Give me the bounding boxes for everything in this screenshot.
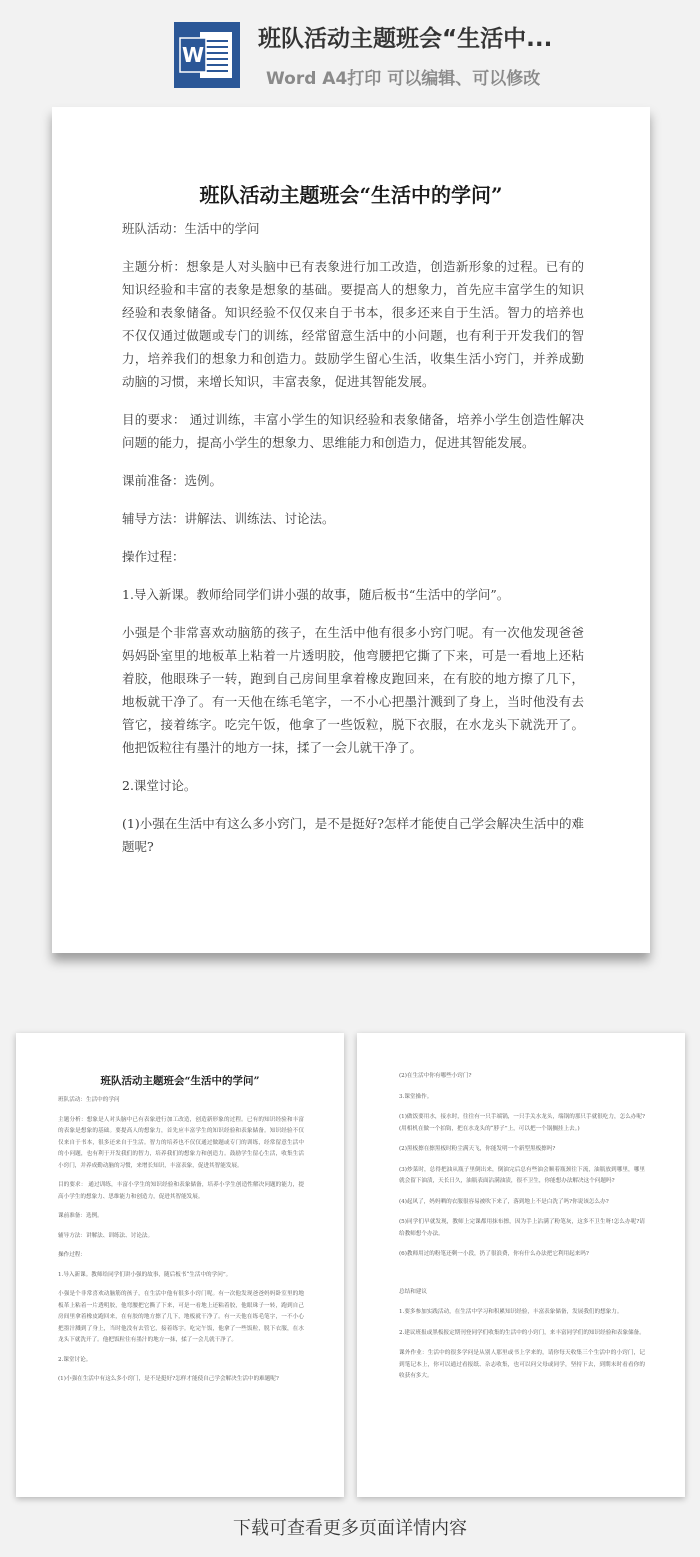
paragraph: 小强是个非常喜欢动脑筋的孩子，在生活中他有很多小窍门呢。有一次他发现爸爸妈妈卧室里的地板革上粘着一片透明胶，他弯腰把它撕了下来，可是一看地上还粘着胶，他眼珠子一转，跑到自己房间里拿着橡皮跑回来，在有胶的地方擦了几下，地板就干净了。有一天他在练毛笔字，一不小心把墨汁溅到了身上，当时他没有去管它，接着练字。吃完午饭，他拿了一些饭粒，脱下衣服，在水龙头下就洗开了。他把饭粒往有墨汁的地方一抹，揉了一会儿就干净了。	[122, 625, 584, 755]
document-title: 班队活动主题班会“生活中...	[258, 26, 553, 52]
thumbnail-body	[58, 1095, 304, 1386]
word-icon-letter: W	[181, 43, 205, 67]
paragraph: 操作过程：	[122, 549, 185, 564]
page-thumbnail-1[interactable]	[16, 1033, 344, 1497]
paragraph: 主题分析：想象是人对头脑中已有表象进行加工改造，创造新形象的过程。已有的知识经验和丰富的表象是想象的基础。要提高人的想象力，首先应丰富学生的知识经验和表象储备。知识经验不仅仅来自于书本，很多还来自于生活。智力的培养也不仅仅通过做题或专门的训练，经常留意生活中的小问题，也有利于开发我们的智力，培养我们的想象力和创造力。鼓励学生留心生活，收集生活小窍门，并养成勤动脑的习惯，来增长知识，丰富表象，促进其智能发展。	[122, 259, 584, 389]
page-body	[122, 217, 584, 858]
paragraph: (2)在生活中你有哪些小窍门?	[399, 1073, 472, 1079]
header	[0, 0, 700, 100]
paragraph: (6)教师用过的粉笔还剩一小段，扔了很浪费，你有什么办法把它利用起来吗?	[399, 1251, 589, 1257]
document-page-preview	[52, 107, 650, 953]
paragraph: 班队活动：生活中的学问	[58, 1097, 120, 1103]
section-heading: 总结和建议	[399, 1288, 427, 1295]
paragraph: (4)起风了，妈妈晒的衣服很容易被吹下来了，落到地上不是白洗了吗?你说该怎么办?	[399, 1198, 609, 1205]
paragraph: 2.建议班报或黑板报定期刊登同学们收集的生活中的小窍门，来丰富同学们的知识经验和表象储备。	[399, 1329, 645, 1336]
page-title: 班队活动主题班会“生活中的学问”	[199, 183, 503, 207]
paragraph: 课前准备：选例。	[122, 473, 223, 488]
paragraph: 1.要多参加实践活动，在生活中学习和积累知识经验，丰富表象储备，发展我们的想象力。	[399, 1309, 623, 1315]
document-subtitle: Word A4打印 可以编辑、可以修改	[266, 69, 541, 89]
paragraph: (2)黑板擦在擦黑板时粉尘满天飞，你能发明一个新型黑板擦吗?	[399, 1146, 556, 1152]
thumbnail-title: 班队活动主题班会“生活中的学问”	[100, 1075, 260, 1087]
paragraph: 班队活动：生活中的学问	[122, 221, 260, 236]
paragraph: 课外作业：生活中的很多学问是从别人那里或书上学来的，请你每天收集三个生活中的小窍门，记到笔记本上，你可以通过看报纸、杂志收集，也可以问父母或同学，坚持下去，到期末时看看你的收获有多大。	[399, 1350, 645, 1379]
page-thumbnail-2[interactable]	[357, 1033, 685, 1497]
paragraph: 辅导方法：讲解法、训练法、讨论法。	[58, 1232, 154, 1239]
paragraph: 目的要求： 通过训练，丰富小学生的知识经验和表象储备，培养小学生创造性解决问题的能力，提高小学生的想象力、思维能力和创造力，促进其智能发展。	[58, 1182, 304, 1200]
paragraph: (1)做饭要用水，接水时，往往有一只手端锅，一只手关水龙头，端锅的那只手就很吃力，怎么办呢?(用相机在做一个拍钩，把在水龙头的“脖子”上，可以把一个锅搁挂上去。)	[399, 1114, 645, 1132]
paragraph: 主题分析：想象是人对头脑中已有表象进行加工改造，创造新形象的过程。已有的知识经验和丰富的表象是想象的基础。要提高人的想象力，首先应丰富学生的知识经验和表象储备。知识经验不仅仅来自于书本，很多还来自于生活。智力的培养也不仅仅通过做题或专门的训练，经常留意生活中的小问题，也有利于开发我们的智力，培养我们的想象力和创造力。鼓励学生留心生活，收集生活小窍门，并养成勤动脑的习惯，来增长知识，丰富表象，促进其智能发展。	[58, 1116, 304, 1169]
paragraph: 1.导入新课。教师给同学们讲小强的故事，随后板书“生活中的学问”。	[58, 1271, 232, 1278]
paragraph: 课前准备：选例。	[58, 1213, 103, 1219]
paragraph: (1)小强在生活中有这么多小窍门，是不是挺好?怎样才能使自己学会解决生活中的难题呢?	[58, 1376, 279, 1382]
paragraph: 1.导入新课。教师给同学们讲小强的故事，随后板书“生活中的学问”。	[122, 587, 510, 602]
download-prompt[interactable]: 下载可查看更多页面详情内容	[233, 1518, 467, 1539]
paragraph: 3.课堂操作。	[399, 1093, 433, 1100]
paragraph: 目的要求： 通过训练，丰富小学生的知识经验和表象储备，培养小学生创造性解决问题的能力，提高小学生的想象力、思维能力和创造力，促进其智能发展。	[122, 412, 584, 450]
paragraph: 2.课堂讨论。	[58, 1356, 92, 1363]
paragraph: 辅导方法：讲解法、训练法、讨论法。	[122, 511, 335, 526]
thumbnail-body	[399, 1071, 645, 1383]
paragraph: (5)同学们早就发现，教师上完课都用抹布擦，因为手上沾满了粉笔灰，这多不卫生呀!怎么办呢?请给教师想个办法。	[399, 1219, 645, 1237]
paragraph: 小强是个非常喜欢动脑筋的孩子，在生活中他有很多小窍门呢。有一次他发现爸爸妈妈卧室里的地板革上粘着一片透明胶，他弯腰把它撕了下来，可是一看地上还粘着胶，他眼珠子一转，跑到自己房间里拿着橡皮跑回来，在有胶的地方擦了几下，地板就干净了。有一天他在练毛笔字，一不小心把墨汁溅到了身上，当时他没有去管它，接着练字。吃完午饭，他拿了一些饭粒，脱下衣服，在水龙头下就洗开了。他把饭粒往有墨汁的地方一抹，揉了一会儿就干净了。	[58, 1291, 304, 1343]
paragraph: (1)小强在生活中有这么多小窍门，是不是挺好?怎样才能使自己学会解决生活中的难题呢?	[122, 816, 584, 854]
paragraph: 2.课堂讨论。	[122, 778, 197, 793]
paragraph: (3)炒菜时，总得把油从瓶子里倒出来，倒油完后总有些油会顺着瓶颈往下流，油瓶放到哪里，哪里就会留下油渍，天长日久，油瓶表面沾满油渍，很不卫生，你能想办法解决这个问题吗?	[399, 1166, 645, 1184]
word-document-icon	[174, 22, 240, 88]
paragraph: 操作过程：	[58, 1252, 86, 1258]
